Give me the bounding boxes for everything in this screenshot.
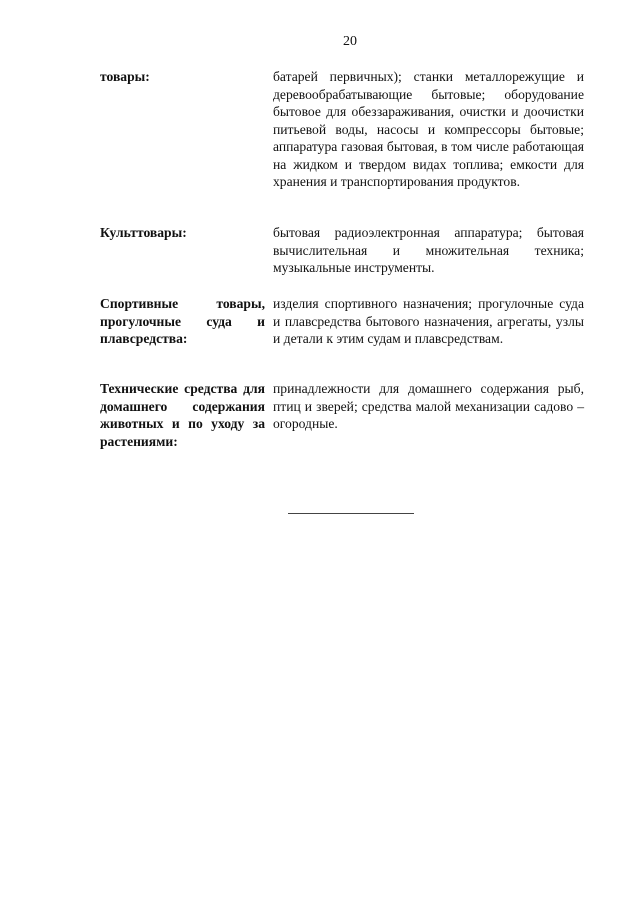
entry-goods-continued xyxy=(100,68,584,189)
entry-sports-goods xyxy=(100,295,584,348)
entry-description: батарей первичных); станки металлорежущие и деревообрабатывающие бытовые; оборудование бытовое для обеззараживания, очистки и доочистки питьевой воды, насосы и компрессоры бытовые; аппаратура газовая бытовая, в том числе работающая на жидком и твердом видах топлива; емкости для хранения и транспортирования продуктов. xyxy=(273,69,584,189)
entry-term: Культтовары: xyxy=(100,225,187,240)
end-divider-line xyxy=(288,513,414,514)
entry-culture-goods xyxy=(100,224,584,275)
entry-term: товары: xyxy=(100,69,150,84)
entry-description: изделия спортивного назначения; прогулочные суда и плавсредства бытового назначения, агрегаты, узлы и детали к этим судам и плавсредствам. xyxy=(273,296,584,346)
page-number: 20 xyxy=(343,34,357,49)
entry-technical-means xyxy=(100,380,584,450)
entry-description: принадлежности для домашнего содержания рыб, птиц и зверей; средства малой механизации садово – огородные. xyxy=(273,381,584,431)
entry-term: Технические средства для домашнего содержания животных и по уходу за растениями: xyxy=(100,381,265,449)
entry-term: Спортивные товары, прогулочные суда и плавсредства: xyxy=(100,296,265,346)
entry-description: бытовая радиоэлектронная аппаратура; бытовая вычислительная и множительная техника; музыкальные инструменты. xyxy=(273,225,584,275)
